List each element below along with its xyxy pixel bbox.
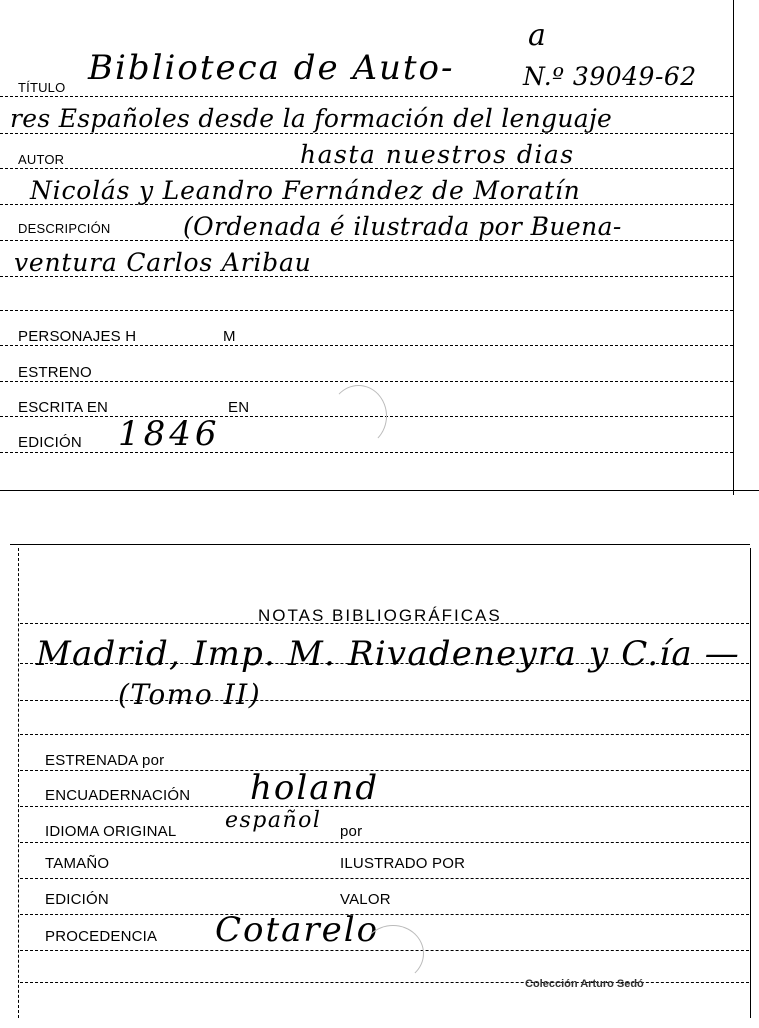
rule-line: [0, 381, 733, 382]
card-bottom-edge: [0, 490, 759, 491]
title-handwriting-line2: res Españoles desde la formación del lenguaje: [10, 104, 613, 133]
titulo-label: TÍTULO: [18, 80, 66, 95]
estrenada-por-label: ESTRENADA por: [45, 752, 165, 769]
autor-label: AUTOR: [18, 152, 65, 167]
card-right-edge: [750, 548, 751, 1018]
description-handwriting-line2: ventura Carlos Aribau: [14, 248, 312, 277]
card-right-edge: [733, 0, 734, 495]
personajes-h-label: PERSONAJES H: [18, 328, 137, 345]
binding-handwriting: holand: [250, 768, 380, 808]
valor-label: VALOR: [340, 891, 391, 908]
procedencia-label: PROCEDENCIA: [45, 928, 158, 945]
rule-line: [20, 914, 749, 915]
personajes-m-label: M: [223, 328, 236, 345]
rule-line: [20, 734, 749, 735]
notas-bibliograficas-heading: NOTAS BIBLIOGRÁFICAS: [258, 606, 502, 625]
edicion-label: EDICIÓN: [18, 434, 82, 451]
ilustrado-por-label: ILUSTRADO POR: [340, 855, 466, 872]
provenance-handwriting: Cotarelo: [215, 910, 380, 950]
rule-line: [20, 770, 749, 771]
title-handwriting-line3: hasta nuestros dias: [300, 140, 575, 169]
paper-smudge: [362, 925, 424, 982]
rule-line: [20, 806, 749, 807]
card-top-edge: [10, 544, 750, 545]
rule-line: [20, 842, 749, 843]
volume-marker: a: [528, 18, 548, 53]
escrita-en-second-label: EN: [228, 399, 250, 416]
descripcion-label: DESCRIPCIÓN: [18, 221, 111, 236]
paper-smudge: [330, 385, 387, 447]
edicion-label: EDICIÓN: [45, 891, 109, 908]
idioma-original-label: IDIOMA ORIGINAL: [45, 823, 177, 840]
estreno-label: ESTRENO: [18, 364, 92, 381]
collection-stamp: Colección Arturo Sedó: [525, 978, 644, 990]
author-handwriting: Nicolás y Leandro Fernández de Moratín: [30, 176, 581, 205]
rule-line: [0, 133, 733, 134]
upper-catalog-card: [0, 0, 759, 495]
description-handwriting-line1: (Ordenada é ilustrada por Buena-: [183, 212, 622, 241]
card-left-edge: [18, 548, 19, 1018]
rule-line: [0, 310, 733, 311]
language-handwriting: español: [225, 808, 322, 833]
rule-line: [20, 878, 749, 879]
edition-year-handwriting: 1846: [118, 414, 221, 454]
rule-line: [0, 96, 733, 97]
rule-line: [0, 452, 733, 453]
title-handwriting-line1: Biblioteca de Auto-: [88, 48, 455, 88]
catalog-number: N.º 39049-62: [523, 62, 697, 91]
idioma-por-label: por: [340, 823, 363, 840]
encuadernacion-label: ENCUADERNACIÓN: [45, 787, 191, 804]
notes-handwriting-line2: (Tomo II): [118, 678, 262, 711]
escrita-en-label: ESCRITA EN: [18, 399, 109, 416]
notes-handwriting-line1: Madrid, Imp. M. Rivadeneyra y C.ía —: [36, 634, 741, 674]
rule-line: [0, 345, 733, 346]
tamano-label: TAMAÑO: [45, 855, 110, 872]
lower-catalog-card: [0, 540, 759, 1028]
